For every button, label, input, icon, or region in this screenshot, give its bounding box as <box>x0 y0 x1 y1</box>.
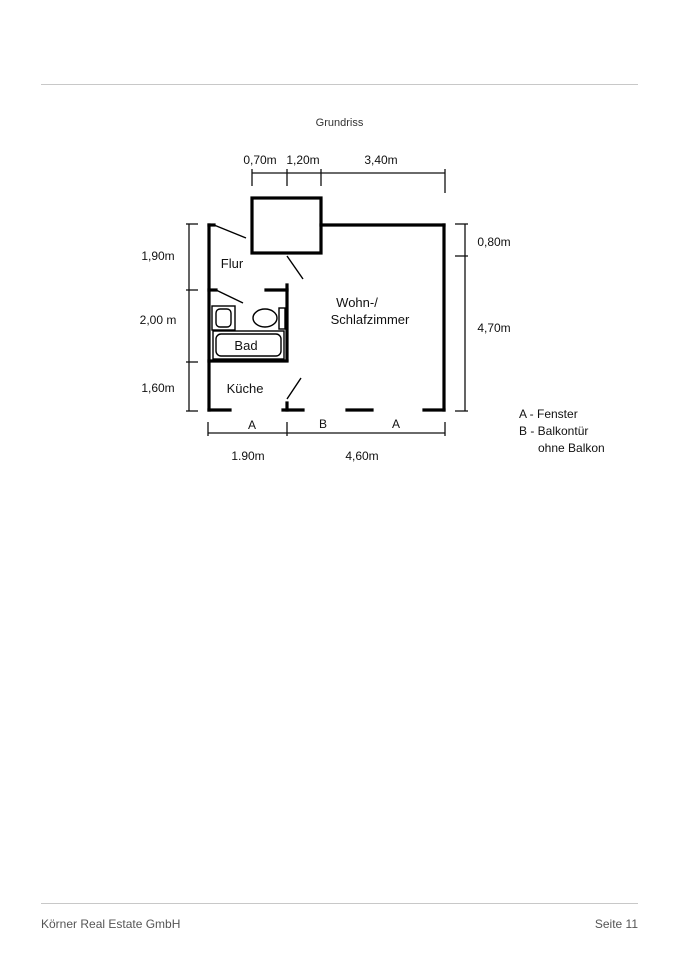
room-label-kueche: Küche <box>226 381 264 396</box>
dim-left-3: 1,60m <box>141 381 175 395</box>
room-label-wohn-line2: Schlafzimmer <box>330 312 410 327</box>
dim-bottom-2: 4,60m <box>345 449 379 463</box>
left-dimension-line <box>186 224 198 411</box>
dim-top-3: 3,40m <box>364 153 398 167</box>
footer-company: Körner Real Estate GmbH <box>41 917 181 931</box>
right-dimension-line <box>455 224 468 411</box>
dim-left-1: 1,90m <box>141 249 175 263</box>
door-swings <box>214 225 303 399</box>
marker-a-left: A <box>247 418 257 432</box>
dim-right-1: 0,80m <box>477 235 511 249</box>
room-label-bad: Bad <box>234 338 258 353</box>
washbasin-icon <box>212 306 235 330</box>
top-dimension-line <box>252 169 445 193</box>
legend-line-b: B - Balkontür <box>519 424 589 438</box>
legend-line-b-cont: ohne Balkon <box>538 441 605 455</box>
footer-rule <box>41 903 638 904</box>
room-label-wohn-line1: Wohn-/ <box>336 295 378 310</box>
room-label-flur: Flur <box>220 256 244 271</box>
dim-left-2: 2,00 m <box>139 313 177 327</box>
marker-b: B <box>318 417 328 431</box>
dim-bottom-1: 1.90m <box>231 449 265 463</box>
walls <box>209 198 444 410</box>
toilet-icon <box>253 308 285 329</box>
legend-line-a: A - Fenster <box>519 407 578 421</box>
marker-a-right: A <box>391 417 401 431</box>
dim-right-2: 4,70m <box>477 321 511 335</box>
dim-top-1: 0,70m <box>243 153 277 167</box>
footer-page-number: Seite 11 <box>594 917 638 931</box>
page-title: Grundriss <box>315 117 364 129</box>
dim-top-2: 1,20m <box>286 153 320 167</box>
